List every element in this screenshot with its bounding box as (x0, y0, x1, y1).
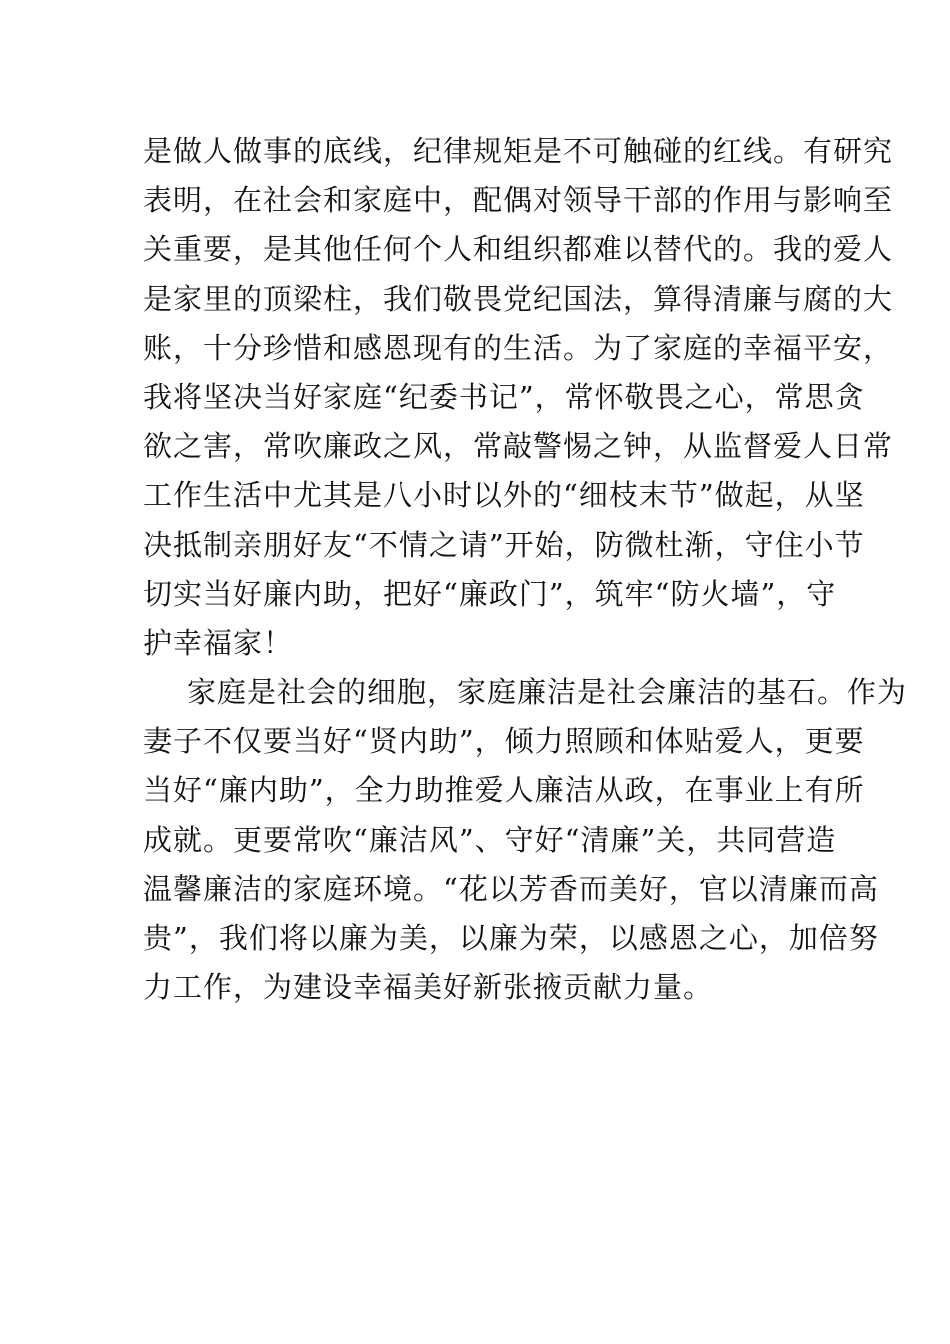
text-line: 欲之害，常吹廉政之风，常敲警惕之钟，从监督爱人日常 (143, 429, 894, 464)
text-line: 妻子不仅要当好“贤内助”，倾力照顾和体贴爱人，更要 (143, 724, 865, 759)
text-line: 成就。更要常吹“廉洁风”、守好“清廉”关，共同营造 (143, 822, 837, 857)
document-body (143, 127, 908, 1012)
text-line: 贵”，我们将以廉为美，以廉为荣，以感恩之心，加倍努 (143, 921, 879, 955)
text-line: 当好“廉内助”，全力助推爱人廉洁从政，在事业上有所 (143, 773, 865, 808)
paragraph-1 (143, 127, 894, 668)
text-line: 是做人做事的底线，纪律规矩是不可触碰的红线。有研究 (143, 134, 894, 168)
text-line: 护幸福家！ (143, 625, 294, 660)
text-line: 决抵制亲朋好友“不情之请”开始，防微杜渐，守住小节 (143, 527, 865, 562)
text-line: 工作生活中尤其是八小时以外的“细枝末节”做起，从坚 (143, 478, 865, 513)
text-line: 关重要，是其他任何个人和组织都难以替代的。我的爱人 (143, 232, 894, 267)
text-line: 温馨廉洁的家庭环境。“花以芳香而美好，官以清廉而高 (143, 871, 879, 906)
text-line: 账，十分珍惜和感恩现有的生活。为了家庭的幸福平安， (143, 330, 894, 365)
text-line: 力工作，为建设幸福美好新张掖贡献力量。 (143, 970, 714, 1005)
text-line-first-indented: 家庭是社会的细胞，家庭廉洁是社会廉洁的基石。作为 (187, 675, 908, 710)
paragraph-2 (143, 668, 908, 1012)
text-line: 是家里的顶梁柱，我们敬畏党纪国法，算得清廉与腐的大 (143, 281, 894, 316)
text-line: 我将坚决当好家庭“纪委书记”，常怀敬畏之心，常思贪 (143, 379, 865, 414)
text-line: 切实当好廉内助，把好“廉政门”，筑牢“防火墙”，守 (143, 576, 837, 611)
text-line: 表明，在社会和家庭中，配偶对领导干部的作用与影响至 (143, 183, 894, 218)
